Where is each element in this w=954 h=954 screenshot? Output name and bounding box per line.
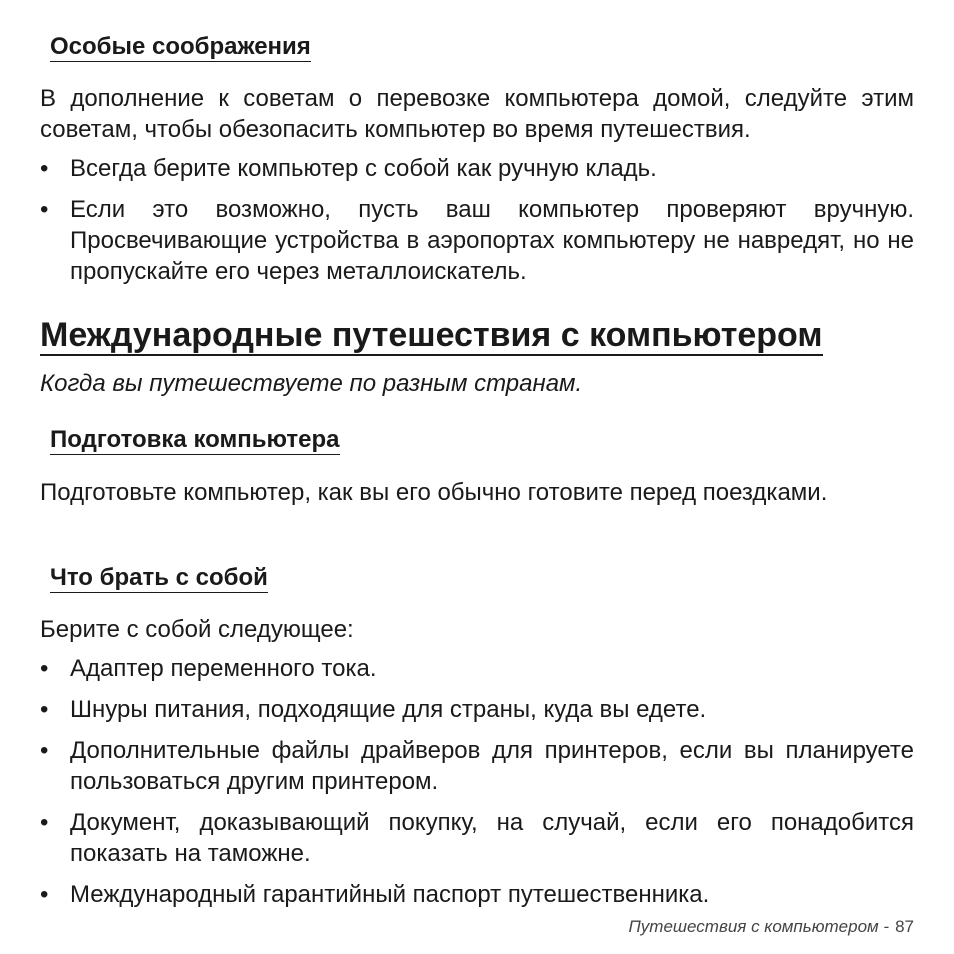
- list-item: [40, 694, 914, 725]
- page-footer: [628, 917, 914, 937]
- list-what-to-bring-3: [40, 735, 914, 797]
- list-item: [40, 735, 914, 797]
- bullet-glyph: •: [40, 737, 49, 764]
- list-item: [40, 153, 914, 184]
- list-item: [40, 879, 914, 910]
- paragraph-what-to-bring: Берите с собой следующее:: [40, 616, 354, 643]
- paragraph-prepare-computer: Подготовьте компьютер, как вы его обычно готовите перед поездками.: [40, 479, 828, 506]
- list-item-text: Дополнительные файлы драйверов для принтеров, если вы планируете пользоваться другим принтером.: [70, 737, 914, 795]
- list-what-to-bring-1: [40, 653, 914, 684]
- list-item: [40, 807, 914, 869]
- list-item-text: Документ, доказывающий покупку, на случай, если его понадобится показать на таможне.: [70, 809, 914, 867]
- list-item: [40, 194, 914, 287]
- list-special-tips-2: [40, 194, 914, 287]
- list-what-to-bring-4: [40, 807, 914, 869]
- heading-what-to-bring: Что брать с собой: [50, 564, 268, 591]
- paragraph-special-intro: В дополнение к советам о перевозке компьютера домой, следуйте этим советам, чтобы обезопасить компьютер во время путешествия.: [40, 85, 914, 143]
- bullet-glyph: •: [40, 696, 49, 723]
- list-item-text: Если это возможно, пусть ваш компьютер проверяют вручную. Просвечивающие устройства в аэропортах компьютеру не навредят, но не пропускайте его через металлоискатель.: [70, 196, 914, 285]
- bullet-glyph: •: [40, 809, 49, 836]
- bullet-glyph: •: [40, 196, 49, 223]
- heading-international-travel: Международные путешествия с компьютером: [40, 316, 823, 354]
- list-special-tips: [40, 153, 914, 184]
- list-item-text: Шнуры питания, подходящие для страны, куда вы едете.: [70, 696, 707, 723]
- subtitle-international-travel: Когда вы путешествуете по разным странам.: [40, 370, 583, 397]
- list-item-text: Адаптер переменного тока.: [70, 655, 377, 682]
- page-number: 87: [895, 917, 914, 936]
- list-what-to-bring-2: [40, 694, 914, 725]
- bullet-glyph: •: [40, 881, 49, 908]
- bullet-glyph: •: [40, 655, 49, 682]
- list-item-text: Всегда берите компьютер с собой как ручную кладь.: [70, 155, 657, 182]
- footer-chapter-title: Путешествия с компьютером -: [628, 917, 890, 936]
- bullet-glyph: •: [40, 155, 49, 182]
- heading-prepare-computer: Подготовка компьютера: [50, 426, 340, 453]
- list-item: [40, 653, 914, 684]
- list-item-text: Международный гарантийный паспорт путешественника.: [70, 881, 710, 908]
- heading-special-considerations: Особые соображения: [50, 33, 311, 60]
- list-what-to-bring-5: [40, 879, 914, 910]
